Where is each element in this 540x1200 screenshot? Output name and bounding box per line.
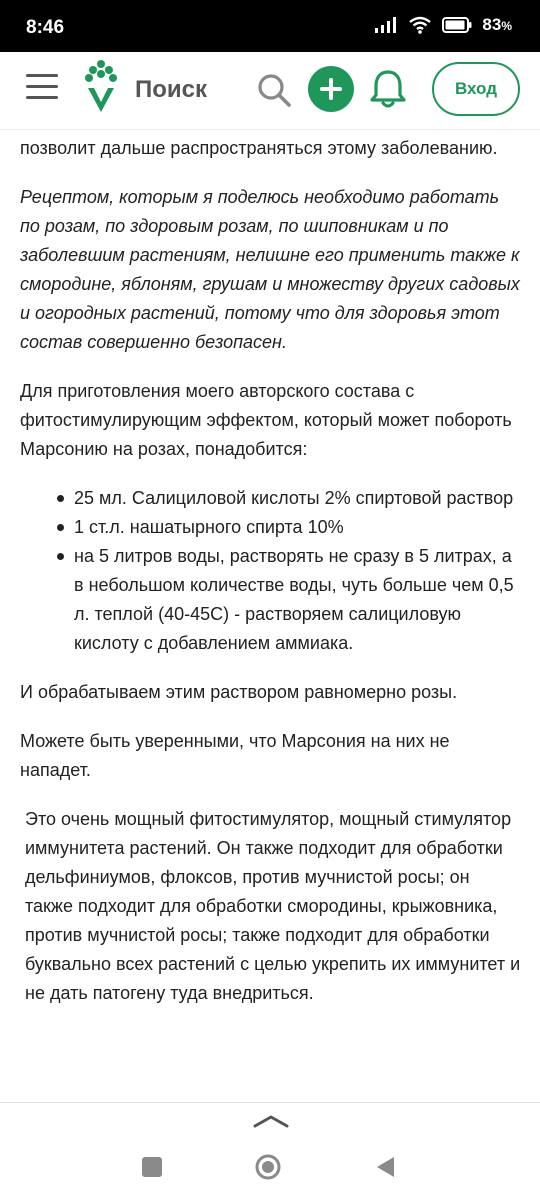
ingredients-list bbox=[20, 484, 522, 658]
list-item: на 5 литров воды, растворять не сразу в 5 литрах, а в небольшом количестве воды, чуть больше чем 0,5 л. теплой (40-45С) - растворяем салициловую кислоту с добавлением аммиака. bbox=[20, 542, 522, 658]
status-icons bbox=[374, 15, 512, 35]
back-icon[interactable] bbox=[374, 1155, 396, 1179]
menu-icon[interactable] bbox=[26, 74, 58, 102]
list-item: 25 мл. Салициловой кислоты 2% спиртовой раствор bbox=[20, 484, 522, 513]
recents-icon[interactable] bbox=[142, 1157, 162, 1177]
search-icon[interactable] bbox=[256, 72, 292, 108]
paragraph: И обрабатываем этим раствором равномерно розы. bbox=[20, 682, 458, 702]
recipe-paragraph: Рецептом, которым я поделюсь необходимо работать по розам, по здоровым розам, по шиповникам и по заболевшим растениям, нелишне его применить также к смородине, яблоням, грушам и множеству других садовых и огородных растений, потому что для здоровья этот состав совершенно безопасен. bbox=[20, 187, 520, 352]
paragraph: Можете быть уверенными, что Марсония на них не нападет. bbox=[20, 731, 450, 780]
list-item: 1 ст.л. нашатырного спирта 10% bbox=[20, 513, 522, 542]
battery-icon bbox=[442, 17, 472, 33]
add-icon[interactable] bbox=[308, 66, 354, 112]
paragraph: позволит дальше распространяться этому заболеванию. bbox=[20, 138, 498, 158]
status-bar bbox=[0, 0, 540, 52]
home-icon[interactable] bbox=[254, 1153, 282, 1181]
logo-icon[interactable] bbox=[84, 58, 118, 114]
system-nav-bar bbox=[0, 1102, 540, 1200]
app-header bbox=[0, 52, 540, 130]
wifi-icon bbox=[408, 16, 432, 34]
status-time: 8:46 bbox=[26, 17, 65, 38]
login-button[interactable]: Вход bbox=[432, 62, 520, 116]
bell-icon[interactable] bbox=[368, 68, 408, 110]
paragraph: Это очень мощный фитостимулятор, мощный стимулятор иммунитета растений. Он также подходит для обработки дельфиниумов, флоксов, против мучнистой росы; он также подходит для обработки смородины, крыжовника, против мучнистой росы; также подходит для обработки буквально всех растений с целью укрепить их иммунитет и не дать патогену туда внедриться. bbox=[25, 809, 521, 1003]
signal-icon bbox=[374, 16, 398, 34]
battery-percent: 83% bbox=[482, 15, 512, 34]
article-body bbox=[20, 130, 522, 1028]
page-title: Поиск bbox=[135, 76, 208, 103]
chevron-up-icon[interactable] bbox=[252, 1113, 290, 1129]
paragraph: Для приготовления моего авторского состава с фитостимулирующим эффектом, который может побороть Марсонию на розах, понадобится: bbox=[20, 381, 512, 459]
